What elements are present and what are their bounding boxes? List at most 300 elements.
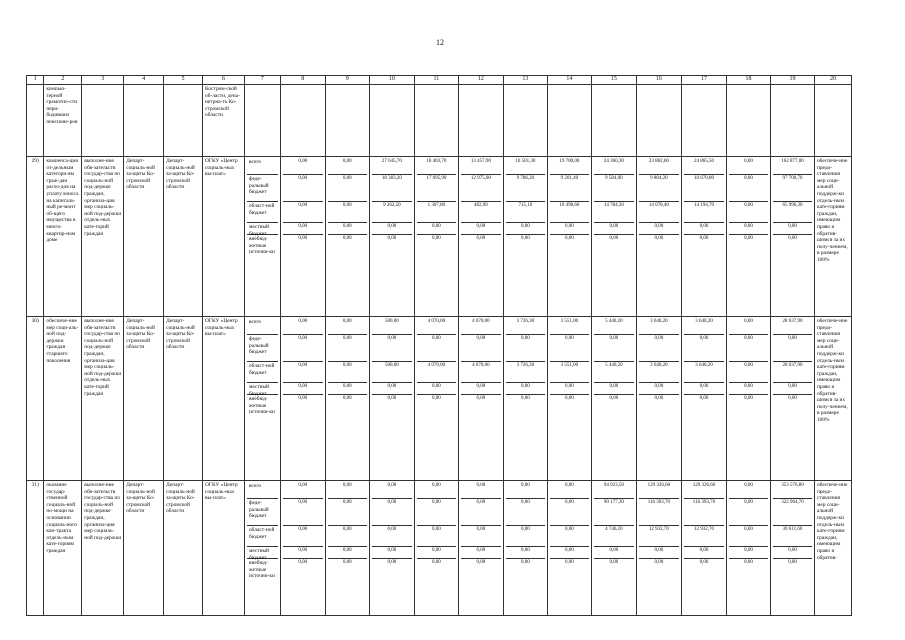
- value-column-16: [636, 317, 681, 481]
- value-cell: 0,00: [342, 236, 352, 241]
- value-column-17: [681, 481, 726, 616]
- value-cell: 0,00: [476, 236, 486, 241]
- funding-source-name: феде-ральный бюджет: [247, 175, 278, 202]
- value-cell: 0,00: [699, 560, 709, 565]
- value-cell: 0,00: [506, 526, 545, 547]
- value-cell: 0,00: [506, 547, 545, 559]
- value-cell: 13 457,90: [461, 158, 501, 175]
- value-cell: 0,00: [788, 236, 797, 241]
- column-header-2: 2: [44, 76, 82, 85]
- value-cell: 23 882,60: [639, 158, 679, 175]
- value-column-8: [280, 481, 325, 616]
- funding-sources: [244, 481, 280, 616]
- value-cell: 0,00: [594, 223, 634, 235]
- expected-result: обеспече-ние предо-ставления мер соци-альной поддерж-ки отдель-ным кате-гориям граждан, имеющим право и обратив-шимся за их полу-чением, в размере 100%: [814, 157, 851, 317]
- value-cell: 0,00: [773, 547, 812, 559]
- value-cell: 0,00: [417, 526, 456, 547]
- column-header-3: 3: [82, 76, 124, 85]
- value-cell: 0,00: [609, 396, 619, 401]
- value-cell: 0,00: [729, 175, 768, 202]
- funding-source-name: област-ной бюджет: [247, 526, 278, 547]
- value-cell: 1 307,80: [417, 202, 456, 223]
- value-cell: 9 201,40: [550, 175, 589, 202]
- value-column-11: [414, 157, 458, 317]
- value-cell: 0,00: [744, 560, 753, 565]
- value-cell: 0,00: [699, 236, 709, 241]
- value-cell: 0,00: [431, 396, 441, 401]
- value-cell: 0,00: [283, 547, 323, 559]
- column-header-16: 16: [636, 76, 681, 85]
- value-cell: 0,00: [639, 335, 679, 362]
- value-cell: 0,00: [372, 335, 412, 362]
- value-column-15: [591, 157, 636, 317]
- value-cell: 0,00: [417, 335, 456, 362]
- value-cell: 19 700,00: [550, 158, 589, 175]
- funding-source-name: всего: [247, 482, 278, 499]
- value-cell: 0,00: [372, 223, 412, 235]
- value-cell: 0,00: [550, 383, 589, 395]
- value-cell: 0,00: [729, 499, 768, 526]
- cont-cell-16: [636, 85, 681, 157]
- value-column-15: [591, 317, 636, 481]
- value-cell: 3 551,00: [550, 318, 589, 335]
- column-header-1: 1: [27, 76, 44, 85]
- value-cell: 0,00: [773, 223, 812, 235]
- cont-cell-8: [280, 85, 325, 157]
- value-cell: 0,00: [520, 560, 530, 565]
- measure-purpose: выполне-ние обя-зательств государ-ства по социаль-ной под-держке граждан, организа-ция мер социаль-ной под-держки отдель-ных кате-горий граждан: [82, 317, 124, 481]
- value-column-9: [325, 317, 369, 481]
- coexecutor: Департ-социаль-ной за-щиты Ко-стромской области: [164, 317, 203, 481]
- table-row: [27, 317, 852, 481]
- column-header-20: 20: [814, 76, 851, 85]
- value-cell: 0,00: [387, 396, 397, 401]
- row-number: 29): [27, 157, 44, 317]
- value-cell: 0,00: [283, 362, 323, 383]
- value-column-19: [770, 317, 814, 481]
- value-cell: 10 670,80: [684, 175, 724, 202]
- value-cell: 0,00: [328, 526, 367, 547]
- value-column-17: [681, 157, 726, 317]
- value-cell: 0,00: [520, 396, 530, 401]
- value-cell: 0,00: [417, 482, 456, 499]
- value-cell: 0,00: [684, 383, 724, 395]
- value-cell: 18 403,70: [417, 158, 456, 175]
- value-cell: 4 746,20: [594, 526, 634, 547]
- expected-result: обеспече-ние предо-ставления мер соци-альной поддерж-ки отдель-ным кате-гориям граждан, имеющим право и обратив-: [814, 481, 851, 616]
- value-cell: 129 326,60: [684, 482, 724, 499]
- value-column-10: [369, 317, 414, 481]
- value-column-14: [547, 481, 591, 616]
- value-column-13: [503, 317, 547, 481]
- value-cell: 0,00: [684, 223, 724, 235]
- value-column-18: [726, 317, 770, 481]
- value-cell: 0,00: [564, 396, 574, 401]
- funding-source-name: област-ной бюджет: [247, 202, 278, 223]
- value-cell: 0,00: [639, 383, 679, 395]
- value-cell: 116 393,70: [639, 499, 679, 526]
- value-cell: 0,00: [372, 526, 412, 547]
- funding-source-name: внебюд-жетные источни-ки: [248, 236, 275, 256]
- value-cell: 0,00: [372, 499, 412, 526]
- value-cell: 12 932,70: [639, 526, 679, 547]
- column-header-9: 9: [325, 76, 369, 85]
- value-cell: 0,00: [609, 236, 619, 241]
- continuation-row: [27, 85, 852, 157]
- cont-cell-1: [27, 85, 44, 157]
- value-column-16: [636, 157, 681, 317]
- value-cell: 0,00: [417, 383, 456, 395]
- value-cell: 9 804,20: [639, 175, 679, 202]
- funding-sources: [244, 157, 280, 317]
- value-cell: 0,00: [298, 396, 308, 401]
- value-cell: 0,00: [550, 499, 589, 526]
- value-column-18: [726, 481, 770, 616]
- table-row: [27, 157, 852, 317]
- value-cell: 12 932,70: [684, 526, 724, 547]
- value-cell: 500,00: [372, 318, 412, 335]
- value-column-12: [458, 317, 503, 481]
- value-cell: 30 611,60: [773, 526, 812, 547]
- value-cell: 0,00: [744, 396, 753, 401]
- value-cell: 90 177,30: [594, 499, 634, 526]
- value-column-14: [547, 317, 591, 481]
- value-column-19: [770, 157, 814, 317]
- value-cell: 0,00: [729, 526, 768, 547]
- funding-source-name: феде-ральный бюджет: [247, 335, 278, 362]
- value-cell: 0,00: [372, 547, 412, 559]
- column-header-8: 8: [280, 76, 325, 85]
- value-column-12: [458, 157, 503, 317]
- cont-cell-18: [726, 85, 770, 157]
- column-header-19: 19: [770, 76, 814, 85]
- value-cell: 0,00: [328, 158, 367, 175]
- value-cell: 14 194,70: [684, 202, 724, 223]
- value-column-13: [503, 157, 547, 317]
- value-cell: 0,00: [506, 383, 545, 395]
- column-header-18: 18: [726, 76, 770, 85]
- value-column-10: [369, 157, 414, 317]
- value-column-16: [636, 481, 681, 616]
- value-cell: 5 440,20: [594, 318, 634, 335]
- value-column-14: [547, 157, 591, 317]
- value-cell: 0,00: [476, 560, 486, 565]
- value-cell: 0,00: [654, 396, 664, 401]
- value-cell: 0,00: [564, 236, 574, 241]
- value-cell: 0,00: [639, 223, 679, 235]
- value-cell: 715,10: [506, 202, 545, 223]
- value-cell: 0,00: [729, 383, 768, 395]
- value-cell: 0,00: [283, 335, 323, 362]
- value-column-8: [280, 157, 325, 317]
- value-cell: 0,00: [594, 335, 634, 362]
- funding-source-name: внебюд-жетные источни-ки: [248, 396, 275, 416]
- value-cell: 27 645,70: [372, 158, 412, 175]
- value-cell: 4 070,00: [417, 362, 456, 383]
- cont-cell-7: [244, 85, 280, 157]
- value-cell: 0,00: [550, 223, 589, 235]
- value-cell: 0,00: [283, 158, 323, 175]
- value-cell: 0,00: [609, 560, 619, 565]
- column-header-15: 15: [591, 76, 636, 85]
- value-cell: 0,00: [328, 223, 367, 235]
- value-cell: 0,00: [387, 560, 397, 565]
- value-cell: 10 501,30: [506, 158, 545, 175]
- value-cell: 94 923,50: [594, 482, 634, 499]
- value-cell: 0,00: [417, 547, 456, 559]
- value-cell: 97 700,70: [773, 175, 812, 202]
- cont-cell-6: Костром-ской об-ласти, депа-нетрна-ть Ко-стромской области: [203, 85, 245, 157]
- value-cell: 0,00: [461, 223, 501, 235]
- value-cell: 0,00: [328, 547, 367, 559]
- funding-source-name: местный бюджет: [247, 383, 278, 395]
- value-cell: 9 786,20: [506, 175, 545, 202]
- value-cell: 0,00: [283, 223, 323, 235]
- value-column-13: [503, 481, 547, 616]
- row-number: 31): [27, 481, 44, 616]
- column-header-10: 10: [369, 76, 414, 85]
- funding-source-name: местный бюджет: [247, 223, 278, 235]
- value-cell: 0,00: [328, 362, 367, 383]
- value-cell: 0,00: [506, 482, 545, 499]
- value-cell: 0,00: [550, 547, 589, 559]
- column-number-row: [27, 76, 852, 85]
- value-column-19: [770, 481, 814, 616]
- value-cell: 0,00: [283, 482, 323, 499]
- value-cell: 24 360,30: [594, 158, 634, 175]
- cont-cell-3: [82, 85, 124, 157]
- value-cell: 0,00: [744, 236, 753, 241]
- cont-cell-9: [325, 85, 369, 157]
- value-cell: 0,00: [417, 223, 456, 235]
- value-cell: 0,00: [328, 318, 367, 335]
- cont-cell-17: [681, 85, 726, 157]
- value-cell: 17 095,90: [417, 175, 456, 202]
- value-cell: 0,00: [342, 560, 352, 565]
- value-cell: 0,00: [283, 318, 323, 335]
- column-header-14: 14: [547, 76, 591, 85]
- value-cell: 3 640,20: [639, 362, 679, 383]
- cont-cell-15: [591, 85, 636, 157]
- value-cell: 0,00: [506, 499, 545, 526]
- cont-cell-14: [547, 85, 591, 157]
- value-column-12: [458, 481, 503, 616]
- value-cell: 18 383,20: [372, 175, 412, 202]
- responsible-executor: Департ-социаль-ной за-щиты Ко-стромской области: [124, 157, 164, 317]
- recipient: ОГКУ «Центр социаль-ных вы-плат»: [203, 317, 245, 481]
- value-cell: 0,00: [684, 547, 724, 559]
- value-cell: 0,00: [684, 335, 724, 362]
- value-cell: 0,00: [461, 482, 501, 499]
- value-cell: 0,00: [372, 482, 412, 499]
- cont-cell-19: [770, 85, 814, 157]
- value-cell: 3 640,20: [639, 318, 679, 335]
- funding-sources: [244, 317, 280, 481]
- cont-cell-10: [369, 85, 414, 157]
- value-cell: 0,00: [431, 236, 441, 241]
- value-cell: 0,00: [729, 362, 768, 383]
- cont-cell-12: [458, 85, 503, 157]
- value-cell: 0,00: [729, 335, 768, 362]
- value-cell: 0,00: [431, 560, 441, 565]
- value-cell: 0,00: [328, 175, 367, 202]
- measure-purpose: выполне-ние обя-зательств государ-ства по социаль-ной под-держке граждан, организа-ция мер социаль-ной под-держки отдель-ных кате-горий граждан: [82, 157, 124, 317]
- value-cell: 0,00: [283, 202, 323, 223]
- value-cell: 0,00: [639, 547, 679, 559]
- value-cell: 9 584,00: [594, 175, 634, 202]
- funding-source-name: всего: [247, 318, 278, 335]
- value-cell: 0,00: [699, 396, 709, 401]
- value-cell: 0,00: [729, 482, 768, 499]
- value-column-8: [280, 317, 325, 481]
- table-row: [27, 481, 852, 616]
- column-header-7: 7: [244, 76, 280, 85]
- measure-name: компенса-ция от-дельным категори-ям граж-дан расхо-дов на уплату взноса на капиталь-ный ре-монт об-щего имущества в много-квартир-ном доме: [44, 157, 82, 317]
- value-cell: 0,00: [283, 175, 323, 202]
- value-cell: 0,00: [476, 396, 486, 401]
- page-number: 12: [436, 38, 444, 47]
- value-cell: 162 877,00: [773, 158, 812, 175]
- value-cell: 0,00: [506, 223, 545, 235]
- value-cell: 0,00: [328, 499, 367, 526]
- value-cell: 3 726,30: [506, 362, 545, 383]
- value-cell: 482,90: [461, 202, 501, 223]
- cont-cell-4: [124, 85, 164, 157]
- value-cell: 0,00: [773, 383, 812, 395]
- column-header-6: 6: [203, 76, 245, 85]
- measure-name: обеспече-ние мер соци-аль-ной под-держки граждан старшего поколения: [44, 317, 82, 481]
- coexecutor: Департ-социаль-ной за-щиты Ко-стромской области: [164, 157, 203, 317]
- value-cell: 0,00: [298, 236, 308, 241]
- value-cell: 3 551,00: [550, 362, 589, 383]
- value-cell: 0,00: [654, 560, 664, 565]
- value-cell: 353 576,80: [773, 482, 812, 499]
- value-cell: 14 078,40: [639, 202, 679, 223]
- value-cell: 0,00: [461, 383, 501, 395]
- value-cell: 4 070,00: [417, 318, 456, 335]
- value-cell: 0,00: [594, 383, 634, 395]
- value-cell: 0,00: [654, 236, 664, 241]
- value-cell: 0,00: [564, 560, 574, 565]
- value-cell: 0,00: [729, 202, 768, 223]
- value-cell: 0,00: [461, 335, 501, 362]
- value-cell: 0,00: [283, 499, 323, 526]
- value-column-11: [414, 317, 458, 481]
- value-cell: 0,00: [520, 236, 530, 241]
- value-cell: 9 262,50: [372, 202, 412, 223]
- row-number: 30): [27, 317, 44, 481]
- value-column-10: [369, 481, 414, 616]
- value-cell: 0,00: [461, 547, 501, 559]
- measure-name: оказание государ-ственной социаль-ной по-мощи на основании социаль-ного кон-тракта отдель-ным кате-гориям граждан: [44, 481, 82, 616]
- value-cell: 129 326,60: [639, 482, 679, 499]
- funding-source-name: внебюд-жетные источни-ки: [248, 560, 275, 580]
- value-cell: 0,00: [387, 236, 397, 241]
- value-cell: 0,00: [298, 560, 308, 565]
- value-cell: 3 726,30: [506, 318, 545, 335]
- value-cell: 0,00: [328, 482, 367, 499]
- column-header-11: 11: [414, 76, 458, 85]
- recipient: ОГКУ «Центр социаль-ных вы-плат»: [203, 481, 245, 616]
- value-cell: 0,00: [729, 223, 768, 235]
- measure-purpose: выполне-ние обя-зательств государ-ства по социаль-ной под-держке граждан, организа-ция мер социаль-ной под-держки: [82, 481, 124, 616]
- cont-cell-11: [414, 85, 458, 157]
- value-column-9: [325, 481, 369, 616]
- value-cell: 0,00: [550, 335, 589, 362]
- value-cell: 0,00: [328, 383, 367, 395]
- value-cell: 0,00: [506, 335, 545, 362]
- funding-source-name: феде-ральный бюджет: [247, 499, 278, 526]
- value-cell: 322 964,70: [773, 499, 812, 526]
- value-cell: 0,00: [283, 526, 323, 547]
- column-header-12: 12: [458, 76, 503, 85]
- value-cell: 0,00: [328, 202, 367, 223]
- value-cell: 3 640,20: [684, 362, 724, 383]
- value-cell: 0,00: [788, 396, 797, 401]
- value-cell: 0,00: [729, 158, 768, 175]
- value-cell: 0,00: [729, 318, 768, 335]
- value-cell: 4 070,00: [461, 362, 501, 383]
- value-cell: 0,00: [461, 499, 501, 526]
- coexecutor: Департ-социаль-ной за-щиты Ко-стромской области: [164, 481, 203, 616]
- value-cell: 116 393,70: [684, 499, 724, 526]
- value-cell: 0,00: [417, 499, 456, 526]
- cont-cell-2: компью-терной грамотно-сти пери-бодивших пенсионе-ров: [44, 85, 82, 157]
- value-cell: 0,00: [594, 547, 634, 559]
- value-cell: 0,00: [372, 383, 412, 395]
- column-header-5: 5: [164, 76, 203, 85]
- value-cell: 0,00: [729, 547, 768, 559]
- cont-cell-20: [814, 85, 851, 157]
- column-header-13: 13: [503, 76, 547, 85]
- value-cell: 24 865,50: [684, 158, 724, 175]
- funding-source-name: местный бюджет: [247, 547, 278, 559]
- cont-cell-13: [503, 85, 547, 157]
- value-cell: 500,00: [372, 362, 412, 383]
- value-cell: 4 070,00: [461, 318, 501, 335]
- value-cell: 10 498,60: [550, 202, 589, 223]
- value-column-18: [726, 157, 770, 317]
- value-cell: 0,00: [342, 396, 352, 401]
- value-cell: 3 640,20: [684, 318, 724, 335]
- value-cell: 12 975,00: [461, 175, 501, 202]
- value-cell: 14 784,30: [594, 202, 634, 223]
- cont-cell-5: [164, 85, 203, 157]
- value-cell: 28 637,90: [773, 362, 812, 383]
- expected-result: обеспече-ние предо-ставления мер соци-альной поддерж-ки отдель-ным кате-гориям граждан, имеющим право и обратив-шимся за их полу-чением, в размере 100%: [814, 317, 851, 481]
- value-cell: 0,00: [550, 526, 589, 547]
- value-column-15: [591, 481, 636, 616]
- value-column-11: [414, 481, 458, 616]
- value-column-17: [681, 317, 726, 481]
- value-cell: 0,00: [773, 335, 812, 362]
- value-cell: 0,00: [328, 335, 367, 362]
- value-column-9: [325, 157, 369, 317]
- value-cell: 5 440,20: [594, 362, 634, 383]
- column-header-17: 17: [681, 76, 726, 85]
- funding-source-name: област-ной бюджет: [247, 362, 278, 383]
- value-cell: 0,00: [788, 560, 797, 565]
- value-cell: 0,00: [283, 383, 323, 395]
- responsible-executor: Департ-социаль-ной за-щиты Ко-стромской области: [124, 481, 164, 616]
- recipient: ОГКУ «Центр социаль-ных вы-плат»: [203, 157, 245, 317]
- value-cell: 65 996,30: [773, 202, 812, 223]
- value-cell: 0,00: [461, 526, 501, 547]
- value-cell: 28 637,90: [773, 318, 812, 335]
- funding-source-name: всего: [247, 158, 278, 175]
- responsible-executor: Департ-социаль-ной за-щиты Ко-стромской области: [124, 317, 164, 481]
- budget-table: [26, 75, 852, 616]
